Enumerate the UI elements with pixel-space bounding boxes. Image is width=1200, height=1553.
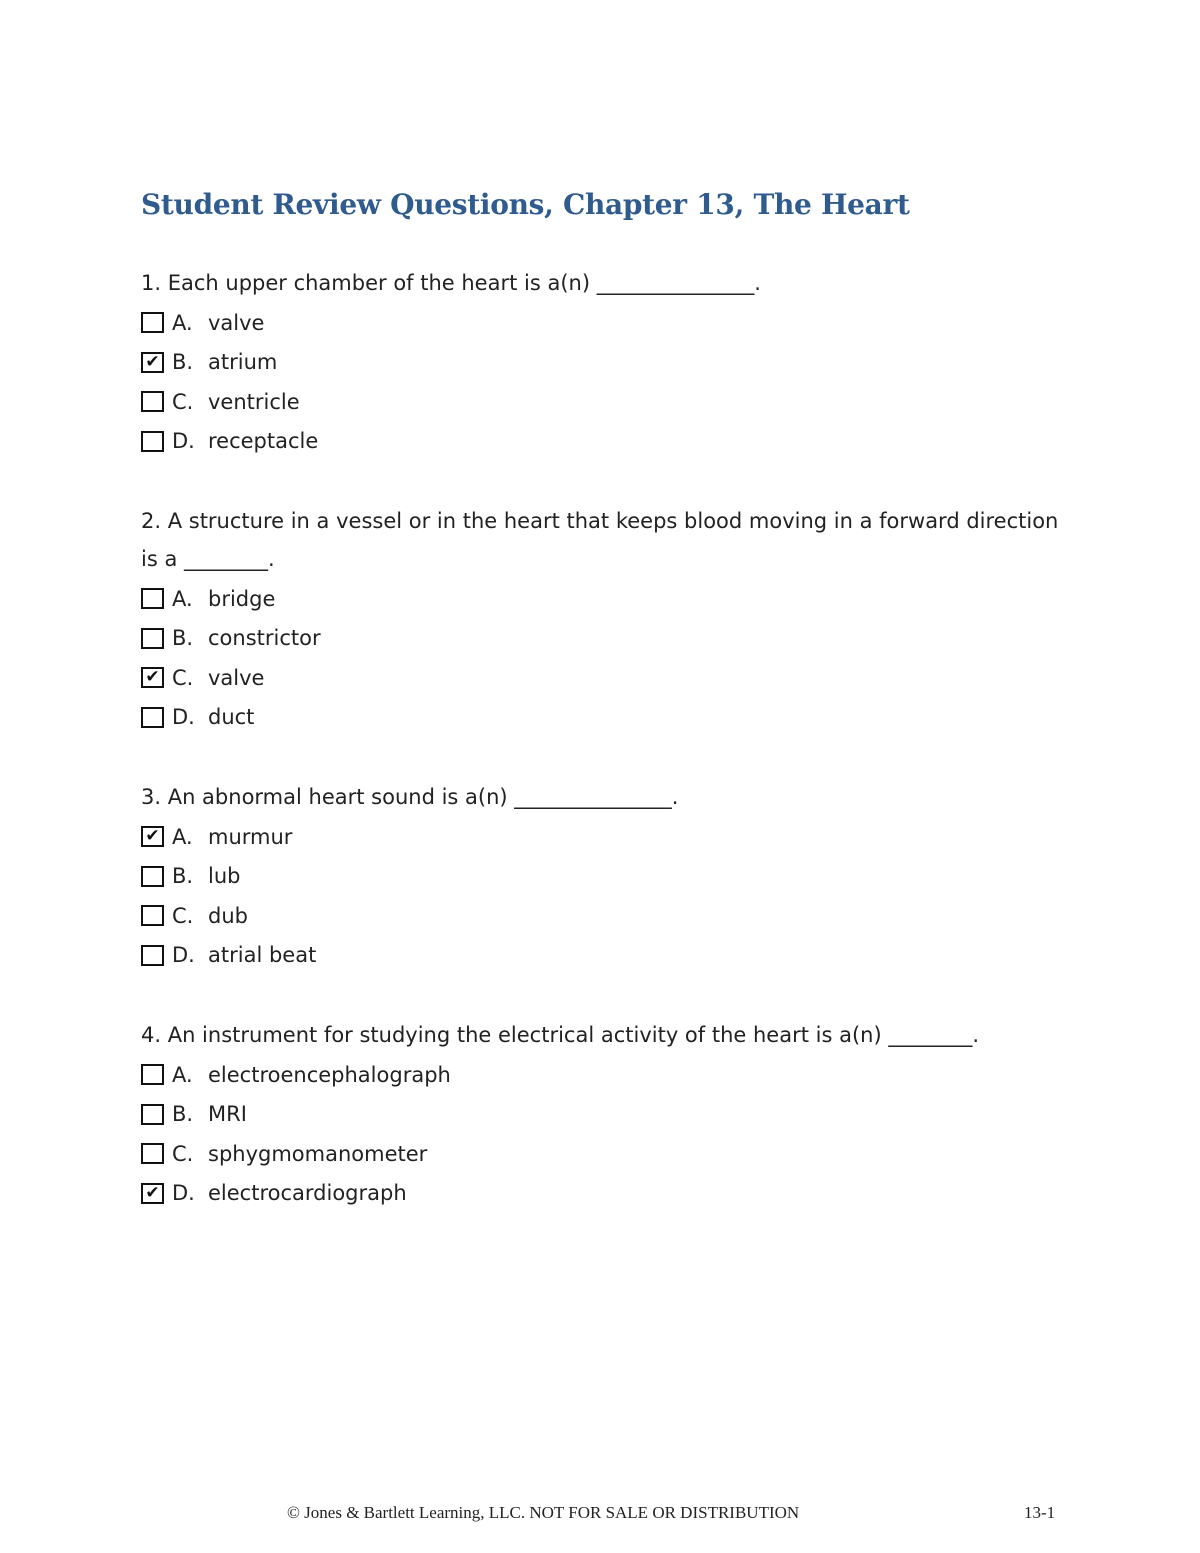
question-3: [141, 776, 1061, 975]
option-item: [141, 936, 1061, 976]
checkmark-icon: ✔: [145, 1182, 160, 1203]
option-list: [141, 303, 1061, 461]
option-item: [141, 857, 1061, 897]
option-letter: D.: [172, 1181, 195, 1206]
checkbox-icon[interactable]: [141, 628, 164, 649]
question-text: 4. An instrument for studying the electrical activity of the heart is a(n) ________.: [141, 1023, 979, 1047]
option-letter: B.: [172, 864, 194, 889]
question-text: 3. An abnormal heart sound is a(n) _______________.: [141, 785, 679, 809]
option-text: electroencephalograph: [208, 1062, 451, 1087]
option-letter: A.: [172, 586, 193, 611]
option-text: ventricle: [208, 389, 300, 414]
option-text: murmur: [208, 824, 293, 849]
option-letter: C.: [172, 389, 194, 414]
page-number: 13-1: [1024, 1503, 1056, 1522]
checkmark-icon: ✔: [145, 351, 160, 372]
option-item: [141, 896, 1061, 936]
option-text: receptacle: [208, 429, 319, 454]
footer-copyright: © Jones & Bartlett Learning, LLC. NOT FOR SALE OR DISTRIBUTION: [287, 1503, 800, 1522]
question-1: [141, 262, 1061, 461]
option-item: [141, 1095, 1061, 1135]
option-letter: C.: [172, 903, 194, 928]
option-letter: D.: [172, 705, 195, 730]
option-item: [141, 343, 1061, 383]
checkbox-icon[interactable]: [141, 707, 164, 728]
checkbox-icon[interactable]: [141, 352, 164, 373]
option-text: constrictor: [208, 626, 321, 651]
option-item: [141, 422, 1061, 462]
option-item: [141, 658, 1061, 698]
checkbox-icon[interactable]: [141, 1143, 164, 1164]
option-text: dub: [208, 903, 248, 928]
checkmark-icon: ✔: [145, 667, 160, 688]
option-item: [141, 1055, 1061, 1095]
checkbox-icon[interactable]: [141, 431, 164, 452]
option-list: [141, 1055, 1061, 1213]
question-list: [141, 262, 1061, 1252]
option-text: bridge: [208, 586, 276, 611]
option-letter: B.: [172, 626, 194, 651]
checkmark-icon: ✔: [145, 826, 160, 847]
checkbox-icon[interactable]: [141, 588, 164, 609]
option-list: [141, 817, 1061, 975]
option-letter: A.: [172, 1062, 193, 1087]
question-2: [141, 500, 1061, 737]
checkbox-icon[interactable]: [141, 905, 164, 926]
option-text: lub: [208, 864, 241, 889]
checkbox-icon[interactable]: [141, 1183, 164, 1204]
option-item: [141, 1174, 1061, 1214]
option-item: [141, 1134, 1061, 1174]
question-text: 1. Each upper chamber of the heart is a(n) _______________.: [141, 271, 761, 295]
option-letter: A.: [172, 310, 193, 335]
checkbox-icon[interactable]: [141, 312, 164, 333]
option-item: [141, 303, 1061, 343]
option-text: duct: [208, 705, 255, 730]
checkbox-icon[interactable]: [141, 1064, 164, 1085]
checkbox-icon[interactable]: [141, 1104, 164, 1125]
option-text: valve: [208, 310, 265, 335]
checkbox-icon[interactable]: [141, 826, 164, 847]
option-text: MRI: [208, 1102, 247, 1127]
option-text: valve: [208, 665, 265, 690]
question-4: [141, 1014, 1061, 1213]
option-item: [141, 579, 1061, 619]
option-letter: B.: [172, 1102, 194, 1127]
checkbox-icon[interactable]: [141, 391, 164, 412]
option-letter: D.: [172, 943, 195, 968]
question-text: 2. A structure in a vessel or in the heart that keeps blood moving in a forward direction is a ________.: [141, 509, 1059, 571]
option-letter: C.: [172, 1141, 194, 1166]
option-list: [141, 579, 1061, 737]
option-letter: A.: [172, 824, 193, 849]
option-text: electrocardiograph: [208, 1181, 407, 1206]
checkbox-icon[interactable]: [141, 866, 164, 887]
option-letter: B.: [172, 350, 194, 375]
checkbox-icon[interactable]: [141, 945, 164, 966]
option-item: [141, 698, 1061, 738]
option-text: atrial beat: [208, 943, 317, 968]
option-text: atrium: [208, 350, 278, 375]
page-title: Student Review Questions, Chapter 13, The Heart: [141, 188, 910, 221]
option-letter: D.: [172, 429, 195, 454]
option-letter: C.: [172, 665, 194, 690]
option-item: [141, 817, 1061, 857]
checkbox-icon[interactable]: [141, 667, 164, 688]
option-text: sphygmomanometer: [208, 1141, 428, 1166]
option-item: [141, 619, 1061, 659]
option-item: [141, 382, 1061, 422]
